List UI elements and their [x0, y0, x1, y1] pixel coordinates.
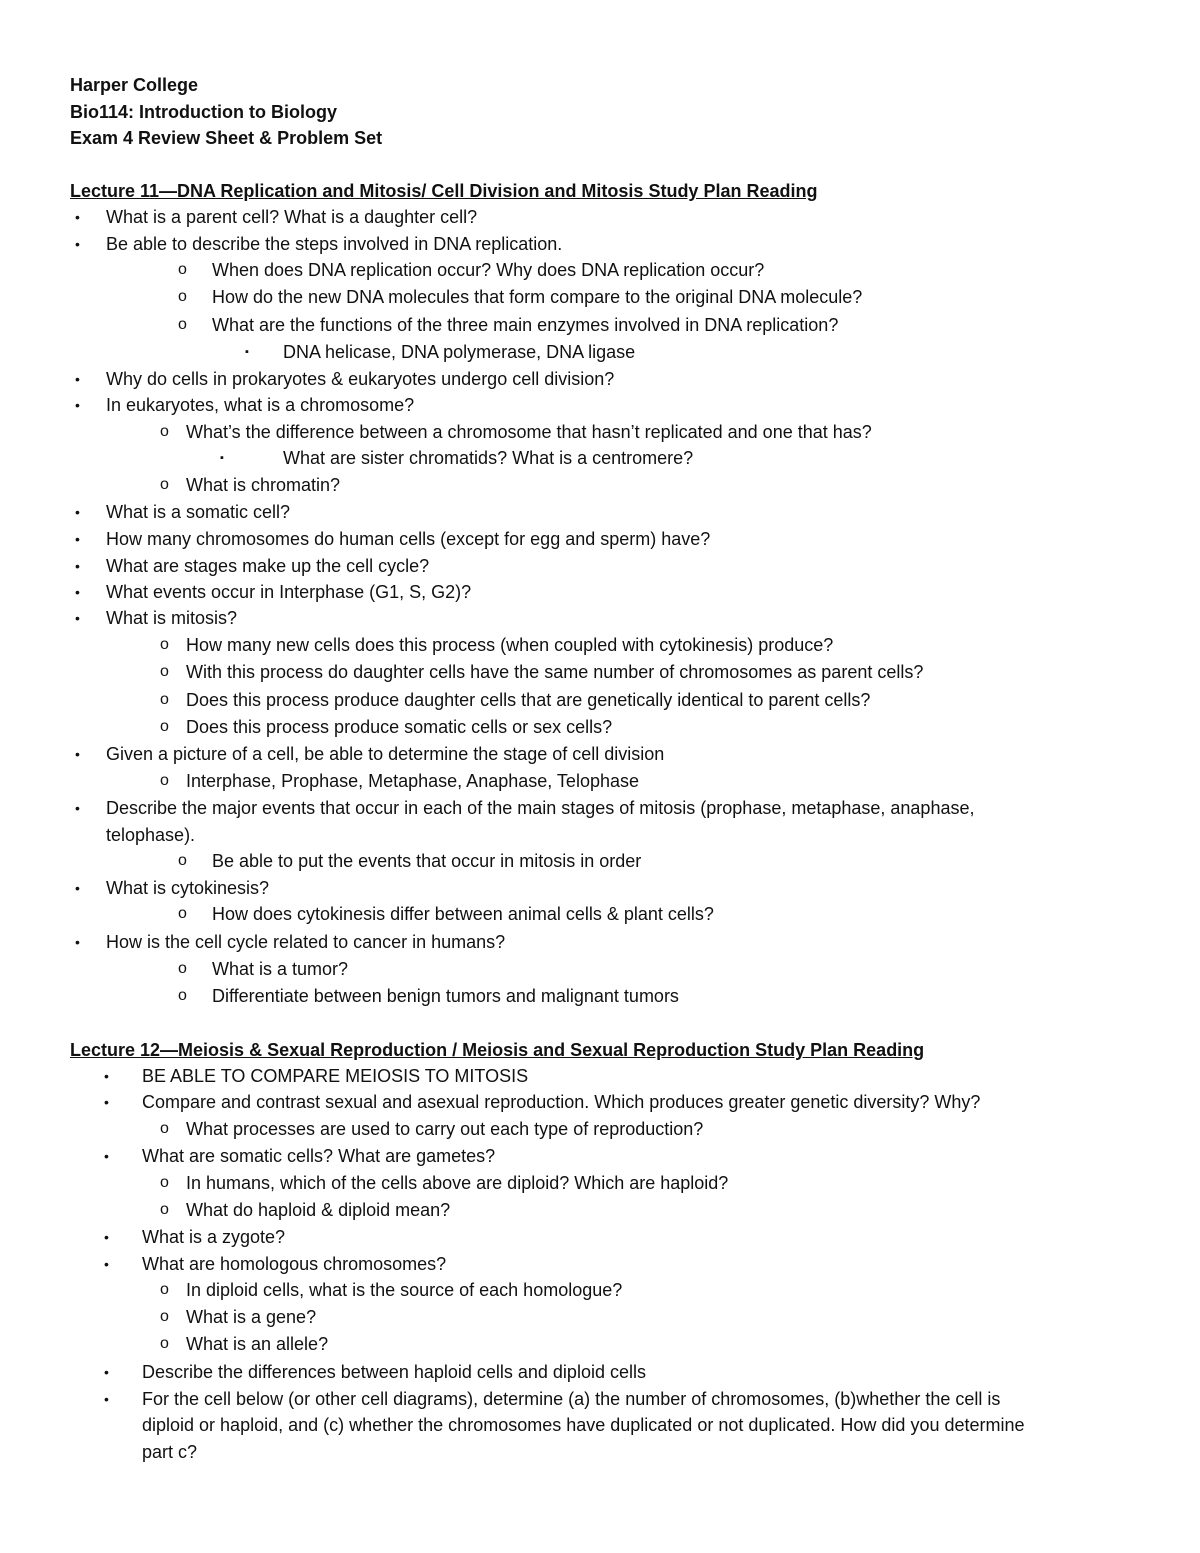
list-item: What do haploid & diploid mean?	[186, 1200, 451, 1220]
list-item: Describe the differences between haploid cells and diploid cells	[142, 1362, 646, 1382]
list-item: DNA helicase, DNA polymerase, DNA ligase	[283, 342, 636, 362]
list-item: With this process do daughter cells have the same number of chromosomes as parent cells?	[186, 662, 924, 682]
circle-marker: o	[160, 1335, 169, 1352]
list-item: Compare and contrast sexual and asexual reproduction. Which produces greater genetic diversity? Why?	[142, 1092, 981, 1112]
list-item: How does cytokinesis differ between animal cells & plant cells?	[212, 904, 714, 924]
circle-marker: o	[178, 261, 187, 278]
list-item: What is cytokinesis?	[106, 878, 270, 898]
list-item: Differentiate between benign tumors and malignant tumors	[212, 986, 679, 1006]
list-item: diploid or haploid, and (c) whether the chromosomes have duplicated or not duplicated. How did you determine	[142, 1415, 1025, 1435]
list-item: What processes are used to carry out each type of reproduction?	[186, 1119, 704, 1139]
list-item: Describe the major events that occur in each of the main stages of mitosis (prophase, metaphase, anaphase,	[106, 798, 975, 818]
bullet-marker: •	[104, 1364, 109, 1380]
list-item: Interphase, Prophase, Metaphase, Anaphase, Telophase	[186, 771, 639, 791]
list-item: For the cell below (or other cell diagrams), determine (a) the number of chromosomes, (b)whether the cell is	[142, 1389, 1001, 1409]
list-item: How is the cell cycle related to cancer in humans?	[106, 932, 506, 952]
circle-marker: o	[160, 1281, 169, 1298]
list-item: Why do cells in prokaryotes & eukaryotes undergo cell division?	[106, 369, 615, 389]
bullet-marker: •	[75, 880, 80, 896]
bullet-marker: •	[75, 397, 80, 413]
list-item: What are the functions of the three main enzymes involved in DNA replication?	[212, 315, 839, 335]
bullet-marker: •	[104, 1068, 109, 1084]
bullet-marker: •	[104, 1391, 109, 1407]
bullet-marker: •	[75, 610, 80, 626]
list-item: What is a tumor?	[212, 959, 349, 979]
circle-marker: o	[160, 718, 169, 735]
bullet-marker: •	[75, 504, 80, 520]
list-item: What are somatic cells? What are gametes?	[142, 1146, 496, 1166]
list-item: part c?	[142, 1442, 198, 1462]
bullet-marker: •	[104, 1256, 109, 1272]
list-item: What are sister chromatids? What is a centromere?	[283, 448, 694, 468]
circle-marker: o	[178, 316, 187, 333]
square-marker: ▪	[220, 452, 224, 464]
list-item: In eukaryotes, what is a chromosome?	[106, 395, 415, 415]
bullet-marker: •	[104, 1094, 109, 1110]
circle-marker: o	[178, 905, 187, 922]
list-item: What is chromatin?	[186, 475, 341, 495]
circle-marker: o	[160, 691, 169, 708]
course-title: Bio114: Introduction to Biology	[70, 102, 337, 122]
bullet-marker: •	[75, 236, 80, 252]
bullet-marker: •	[75, 800, 80, 816]
list-item: Given a picture of a cell, be able to determine the stage of cell division	[106, 744, 665, 764]
list-item: Does this process produce somatic cells or sex cells?	[186, 717, 613, 737]
list-item: What is an allele?	[186, 1334, 329, 1354]
circle-marker: o	[160, 1120, 169, 1137]
circle-marker: o	[160, 1174, 169, 1191]
list-item: What is a somatic cell?	[106, 502, 291, 522]
lecture-11-heading: Lecture 11—DNA Replication and Mitosis/ Cell Division and Mitosis Study Plan Reading	[70, 181, 818, 201]
list-item: Be able to put the events that occur in mitosis in order	[212, 851, 642, 871]
bullet-marker: •	[104, 1229, 109, 1245]
list-item: How many chromosomes do human cells (except for egg and sperm) have?	[106, 529, 711, 549]
list-item: Does this process produce daughter cells that are genetically identical to parent cells?	[186, 690, 871, 710]
bullet-marker: •	[75, 371, 80, 387]
sheet-title: Exam 4 Review Sheet & Problem Set	[70, 128, 383, 148]
list-item: How do the new DNA molecules that form compare to the original DNA molecule?	[212, 287, 863, 307]
bullet-marker: •	[75, 934, 80, 950]
bullet-marker: •	[104, 1148, 109, 1164]
circle-marker: o	[160, 476, 169, 493]
list-item: In humans, which of the cells above are diploid? Which are haploid?	[186, 1173, 729, 1193]
list-item: What is mitosis?	[106, 608, 238, 628]
circle-marker: o	[160, 423, 169, 440]
list-item: How many new cells does this process (when coupled with cytokinesis) produce?	[186, 635, 834, 655]
list-item: BE ABLE TO COMPARE MEIOSIS TO MITOSIS	[142, 1066, 529, 1086]
list-item: In diploid cells, what is the source of each homologue?	[186, 1280, 623, 1300]
bullet-marker: •	[75, 746, 80, 762]
bullet-marker: •	[75, 584, 80, 600]
list-item: What events occur in Interphase (G1, S, G2)?	[106, 582, 472, 602]
list-item: What is a gene?	[186, 1307, 317, 1327]
college-name: Harper College	[70, 75, 199, 95]
circle-marker: o	[178, 852, 187, 869]
bullet-marker: •	[75, 558, 80, 574]
circle-marker: o	[178, 987, 187, 1004]
circle-marker: o	[160, 1308, 169, 1325]
circle-marker: o	[178, 960, 187, 977]
list-item: What is a zygote?	[142, 1227, 286, 1247]
list-item: What are homologous chromosomes?	[142, 1254, 447, 1274]
list-item: What is a parent cell? What is a daughter cell?	[106, 207, 478, 227]
circle-marker: o	[160, 1201, 169, 1218]
circle-marker: o	[160, 772, 169, 789]
list-item: What are stages make up the cell cycle?	[106, 556, 430, 576]
circle-marker: o	[160, 663, 169, 680]
circle-marker: o	[178, 288, 187, 305]
list-item: telophase).	[106, 825, 196, 845]
bullet-marker: •	[75, 531, 80, 547]
square-marker: ▪	[245, 346, 249, 358]
list-item: What’s the difference between a chromosome that hasn’t replicated and one that has?	[186, 422, 872, 442]
circle-marker: o	[160, 636, 169, 653]
lecture-12-heading: Lecture 12—Meiosis & Sexual Reproduction / Meiosis and Sexual Reproduction Study Plan Reading	[70, 1040, 925, 1060]
list-item: When does DNA replication occur? Why does DNA replication occur?	[212, 260, 765, 280]
bullet-marker: •	[75, 209, 80, 225]
list-item: Be able to describe the steps involved in DNA replication.	[106, 234, 563, 254]
